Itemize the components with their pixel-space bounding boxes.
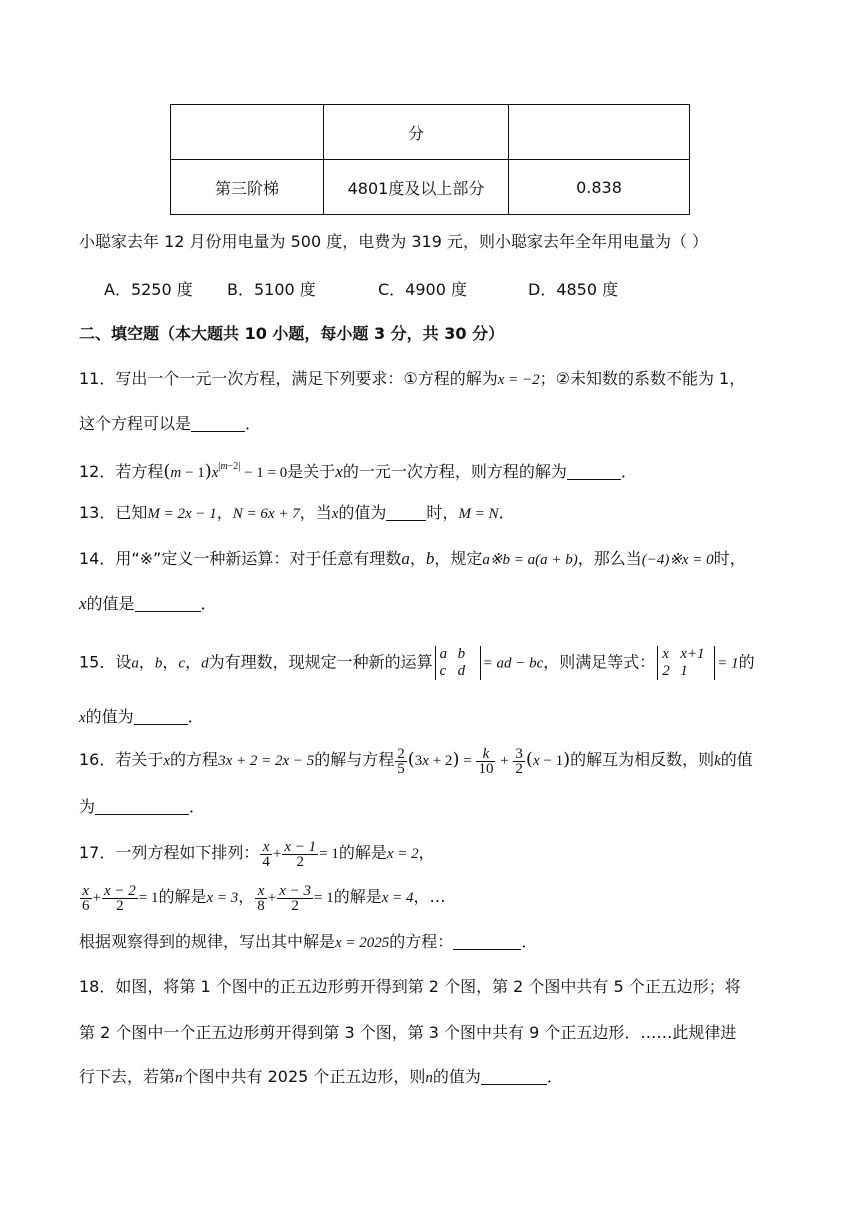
q12-text: 12．若方程 bbox=[79, 462, 164, 481]
q11-math: x = −2 bbox=[497, 372, 540, 388]
q15-text: 的值为 bbox=[85, 707, 134, 726]
q17-equation-3: $\frac{x}{8}$ + $\frac{x - 3}{2}$ = 1 bbox=[257, 883, 334, 914]
q14-var: b bbox=[425, 549, 435, 568]
question-17-line1 bbox=[79, 840, 435, 869]
q11-text: ；②未知数的系数不能为 1， bbox=[539, 369, 746, 388]
question-13 bbox=[79, 501, 515, 526]
q12-end: ． bbox=[620, 462, 637, 481]
q16-equation2: $\frac{2}{5}$ (3x + 2) = $\frac{k}{10}$ + $\frac{3}{2}$ (x − 1) bbox=[397, 746, 571, 777]
q17-text: 的解是 bbox=[338, 842, 387, 862]
det-entry: 1 bbox=[680, 663, 688, 679]
q17-text: 的解是 bbox=[333, 886, 382, 906]
frac-den: 2 bbox=[116, 898, 124, 914]
question-15-line2 bbox=[79, 705, 204, 730]
q14-text: 的值是 bbox=[86, 594, 135, 613]
question-15-line1: 15．设a，b，c，d为有理数，现规定一种新的运算 a b c d = ad − bc，则满足等式： x x+1 2 1 = 1的 bbox=[79, 646, 755, 679]
frac-num: x bbox=[262, 839, 270, 855]
q13-text: ， bbox=[216, 503, 233, 522]
frac-den: 4 bbox=[262, 854, 270, 870]
q17-math: = 1 bbox=[319, 845, 339, 862]
q14-end: ． bbox=[200, 594, 217, 613]
question-17-line2 bbox=[79, 884, 446, 913]
q12-equation: $(m - 1)x^{|m-2|} - 1 = 0$ bbox=[163, 461, 288, 482]
q16-text: 为 bbox=[79, 797, 96, 816]
question-16-line1 bbox=[79, 747, 753, 776]
answer-blank[interactable] bbox=[453, 931, 521, 950]
frac-den: 2 bbox=[296, 854, 304, 870]
q18-text: 个图中共有 2025 个正五边形，则 bbox=[182, 1067, 426, 1086]
det-entry: x+1 bbox=[680, 646, 705, 662]
table-cell: 第三阶梯 bbox=[171, 160, 324, 215]
q17-text: ，… bbox=[413, 886, 446, 906]
q13-math: N = 6x + 7 bbox=[232, 506, 300, 522]
q16-var: x bbox=[163, 752, 171, 769]
frac-num: x − 2 bbox=[103, 883, 136, 899]
det-entry: a bbox=[439, 646, 448, 662]
table-row bbox=[171, 105, 690, 160]
q13-text: 13．已知 bbox=[79, 503, 148, 522]
q18-text: 的值为 bbox=[432, 1067, 481, 1086]
table-cell: 分 bbox=[324, 105, 509, 160]
q14-text: ，规定 bbox=[434, 549, 483, 568]
q15-var: x bbox=[79, 710, 86, 726]
q17-text: ， bbox=[238, 886, 255, 906]
answer-blank[interactable] bbox=[135, 593, 201, 612]
question-18-line2: 第 2 个图中一个正五边形剪开得到第 3 个图，第 3 个图中共有 9 个正五边形．……此规律进 bbox=[79, 1023, 737, 1042]
det-entry: c bbox=[439, 663, 447, 679]
q14-math: a※b = a(a + b) bbox=[482, 552, 578, 568]
question-16-line2 bbox=[79, 795, 205, 819]
q18-text: 行下去，若第 bbox=[79, 1067, 176, 1086]
frac-den: 8 bbox=[257, 898, 265, 914]
table-cell bbox=[509, 105, 690, 160]
q14-math: (−4)※x = 0 bbox=[641, 552, 714, 568]
answer-blank[interactable] bbox=[386, 502, 426, 521]
frac-num: x − 3 bbox=[279, 883, 312, 899]
q17-math: x = 2025 bbox=[335, 935, 390, 951]
q15-text: 为有理数，现规定一种新的运算 bbox=[208, 652, 433, 672]
q17-solution: x = 2 bbox=[386, 845, 419, 862]
answer-blank[interactable] bbox=[95, 796, 189, 815]
q15-math: = 1 bbox=[717, 655, 739, 672]
q17-text: 的方程： bbox=[389, 932, 454, 951]
q17-solution: x = 4 bbox=[381, 889, 414, 906]
q12-text: 的一元一次方程，则方程的解为 bbox=[342, 462, 567, 481]
q13-var: x bbox=[331, 506, 339, 522]
question-14-line2 bbox=[79, 592, 217, 616]
table-cell bbox=[171, 105, 324, 160]
q15-var: a bbox=[131, 655, 139, 672]
question-17-line3 bbox=[79, 930, 537, 955]
q16-text: 的解互为相反数，则 bbox=[570, 749, 715, 769]
question-14-line1 bbox=[79, 547, 746, 572]
q11-text: 这个方程可以是 bbox=[79, 414, 192, 433]
answer-blank[interactable] bbox=[134, 706, 188, 725]
electricity-rate-table bbox=[170, 104, 690, 215]
q16-text: 的值 bbox=[720, 749, 753, 769]
q16-text: 的解与方程 bbox=[314, 749, 395, 769]
q11-end: ． bbox=[245, 414, 262, 433]
q12-text: 是关于 bbox=[287, 462, 336, 481]
q17-solution: x = 3 bbox=[206, 889, 239, 906]
q17-text: 的解是 bbox=[158, 886, 207, 906]
q14-text: ，那么当 bbox=[577, 549, 642, 568]
question-12 bbox=[79, 455, 637, 485]
determinant-equation bbox=[657, 646, 715, 680]
frac-num: x bbox=[257, 883, 265, 899]
q15-var: b bbox=[154, 655, 163, 672]
q13-text: 时， bbox=[426, 503, 459, 522]
section-title: 二、填空题（本大题共 10 小题，每小题 3 分，共 30 分） bbox=[79, 324, 505, 343]
q17-equation-1: $\frac{x}{4}$ + $\frac{x - 1}{2}$ = 1 bbox=[262, 839, 339, 870]
table-cell: 4801度及以上部分 bbox=[324, 160, 509, 215]
answer-blank[interactable] bbox=[567, 461, 621, 480]
q14-text: 14．用“※”定义一种新运算：对于任意有理数 bbox=[79, 549, 402, 568]
det-entry: x bbox=[662, 646, 669, 662]
q15-text: 的 bbox=[738, 652, 755, 672]
q17-text: 17．一列方程如下排列： bbox=[79, 842, 260, 862]
q15-math: = ad − bc bbox=[482, 655, 544, 672]
q15-end: ． bbox=[187, 707, 204, 726]
table-cell: 0.838 bbox=[509, 160, 690, 215]
q13-end: ． bbox=[498, 503, 515, 522]
q14-var: a bbox=[401, 549, 410, 568]
q14-text: 时， bbox=[713, 549, 746, 568]
q13-math: M = 2x − 1 bbox=[147, 506, 217, 522]
q17-end: ． bbox=[521, 932, 538, 951]
q17-text: 根据观察得到的规律，写出其中解是 bbox=[79, 932, 336, 951]
frac-den: 6 bbox=[82, 898, 90, 914]
answer-blank[interactable] bbox=[191, 413, 245, 432]
q13-text: 的值为 bbox=[338, 503, 387, 522]
q17-text: ， bbox=[418, 842, 435, 862]
q14-var: x bbox=[79, 594, 87, 613]
q17-math: = 1 bbox=[314, 889, 334, 906]
question-18-line1: 18．如图，将第 1 个图中的正五边形剪开得到第 2 个图，第 2 个图中共有 5 个正五边形；将 bbox=[79, 977, 741, 996]
q16-var: k bbox=[714, 752, 721, 769]
frac-num: x − 1 bbox=[284, 839, 317, 855]
q12-var: x bbox=[335, 462, 343, 481]
q14-text: ， bbox=[409, 549, 426, 568]
question-10-stem: 小聪家去年 12 月份用电量为 500 度，电费为 319 元，则小聪家去年全年用电量为（ ） bbox=[79, 232, 709, 251]
table-row bbox=[171, 160, 690, 215]
q16-math: 3x + 2 = 2x − 5 bbox=[218, 752, 315, 769]
q13-text: ，当 bbox=[299, 503, 332, 522]
q18-var: n bbox=[175, 1070, 183, 1086]
q11-text: 11．写出一个一元一次方程，满足下列要求：①方程的解为 bbox=[79, 369, 498, 388]
question-11-line1 bbox=[79, 367, 745, 392]
option-c: C．4900 度 bbox=[378, 280, 467, 299]
q15-text: 15．设 bbox=[79, 652, 132, 672]
determinant-definition bbox=[435, 646, 481, 680]
q17-math: = 1 bbox=[138, 889, 159, 906]
det-entry: b bbox=[457, 646, 466, 662]
option-a: A．5250 度 bbox=[104, 280, 193, 299]
option-b: B．5100 度 bbox=[227, 280, 316, 299]
q15-var: c bbox=[178, 655, 186, 672]
frac-den: 2 bbox=[291, 898, 299, 914]
q17-equation-2: $\frac{x}{6}$ + $\frac{x - 2}{2}$ = 1 bbox=[82, 883, 159, 914]
q18-var: n bbox=[425, 1070, 433, 1086]
q16-text: 16．若关于 bbox=[79, 749, 164, 769]
frac-num: x bbox=[82, 883, 90, 899]
det-entry: 2 bbox=[662, 663, 670, 679]
question-18-line3 bbox=[79, 1065, 563, 1090]
q18-end: ． bbox=[546, 1067, 563, 1086]
option-d: D．4850 度 bbox=[528, 280, 619, 299]
answer-blank[interactable] bbox=[481, 1066, 547, 1085]
det-entry: d bbox=[457, 663, 466, 679]
q15-text: ，则满足等式： bbox=[543, 652, 656, 672]
q13-math: M = N bbox=[458, 506, 499, 522]
q16-text: 的方程 bbox=[170, 749, 219, 769]
q15-var: d bbox=[201, 655, 209, 672]
question-11-line2 bbox=[79, 412, 261, 436]
q16-end: ． bbox=[189, 797, 206, 816]
